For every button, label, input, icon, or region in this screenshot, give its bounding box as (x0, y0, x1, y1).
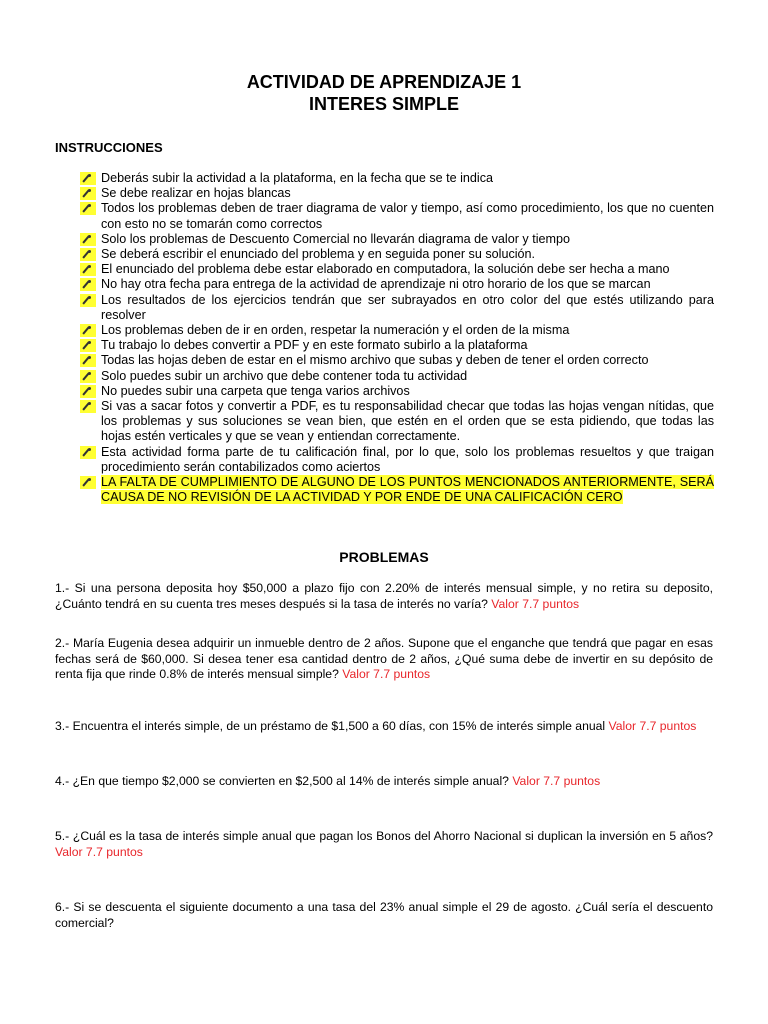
instruction-item (80, 353, 714, 368)
problem-text: 6.- Si se descuenta el siguiente documento a una tasa del 23% anual simple el 29 de agosto. ¿Cuál sería el descuento comercial? (55, 900, 713, 930)
document-title: ACTIVIDAD DE APRENDIZAJE 1 (246, 72, 522, 92)
problem-text: 5.- ¿Cuál es la tasa de interés simple anual que pagan los Bonos del Ahorro Nacional si duplican la inversión en 5 años? (55, 829, 713, 843)
pin-icon (80, 385, 96, 398)
instruction-text: Deberás subir la actividad a la plataforma, en la fecha que se te indica (101, 171, 494, 185)
instructions-list (80, 171, 714, 505)
pin-icon (80, 324, 96, 337)
instruction-text: Solo los problemas de Descuento Comercial no llevarán diagrama de valor y tiempo (101, 231, 571, 246)
problem-4 (55, 774, 713, 790)
pin-icon (80, 354, 96, 367)
instruction-item-warning (80, 475, 714, 505)
problem-3 (55, 719, 713, 735)
instruction-text: No puedes subir una carpeta que tenga varios archivos (101, 383, 410, 398)
pin-icon (80, 446, 96, 459)
problem-value: Valor 7.7 puntos (491, 596, 580, 611)
pin-icon (80, 278, 96, 291)
document-subtitle: INTERES SIMPLE (308, 94, 460, 114)
pin-icon (80, 400, 96, 413)
problem-value: Valor 7.7 puntos (608, 719, 697, 733)
instruction-item (80, 262, 714, 277)
problem-1 (55, 581, 713, 612)
instruction-text: Todas las hojas deben de estar en el mismo archivo que subas y deben de tener el orden correcto (101, 353, 649, 368)
instruction-text: No hay otra fecha para entrega de la actividad de aprendizaje ni otro horario de los que se marcan (101, 277, 651, 292)
instruction-item (80, 201, 714, 231)
instruction-item (80, 445, 714, 475)
instruction-item (80, 369, 714, 384)
pin-icon (80, 339, 96, 352)
problem-text: 3.- Encuentra el interés simple, de un préstamo de $1,500 a 60 días, con 15% de interés simple anual (55, 719, 606, 733)
problem-value: Valor 7.7 puntos (512, 774, 601, 788)
pin-icon (80, 263, 96, 276)
problem-text: 4.- ¿En que tiempo $2,000 se convierten en $2,500 al 14% de interés simple anual? (55, 774, 509, 788)
instructions-heading: INSTRUCCIONES (55, 140, 163, 155)
problem-text: 1.- Si una persona deposita hoy $50,000 a plazo fijo con 2.20% de interés mensual simple, y no retira su deposito, ¿Cuánto tendrá en su cuenta tres meses después si la tasa de interés no varía? (55, 581, 713, 611)
instruction-item (80, 186, 714, 201)
instruction-item (80, 323, 714, 338)
problem-value: Valor 7.7 puntos (342, 667, 431, 681)
warning-text: LA FALTA DE CUMPLIMIENTO DE ALGUNO DE LOS PUNTOS MENCIONADOS ANTERIORMENTE, SERÁ CAUSA DE NO REVISIÓN DE LA ACTIVIDAD Y POR ENDE DE UNA CALIFICACIÓN CERO (101, 475, 714, 505)
problem-value: Valor 7.7 puntos (55, 844, 143, 859)
instruction-text: Todos los problemas deben de traer diagrama de valor y tiempo, así como procedimiento, los que no cuenten con esto no se tomarán como correctos (101, 201, 714, 231)
instruction-text: Se debe realizar en hojas blancas (101, 186, 291, 201)
instruction-text: Solo puedes subir un archivo que debe contener toda tu actividad (101, 368, 468, 383)
instruction-text: Si vas a sacar fotos y convertir a PDF, es tu responsabilidad checar que todas las hojas vengan nítidas, que los problemas y sus soluciones se vean bien, que estén en el orden que se esta pidiendo, que todas las hojas estén verticales y que se vean y entiendan correctamente. (101, 399, 714, 444)
instruction-item (80, 399, 714, 445)
pin-icon (80, 248, 96, 261)
pin-icon (80, 187, 96, 200)
instruction-item (80, 247, 714, 262)
pin-icon (80, 294, 96, 307)
pin-icon (80, 476, 96, 489)
instruction-text: Los resultados de los ejercicios tendrán que ser subrayados en otro color del que estés utilizando para resolver (101, 292, 714, 322)
instruction-item (80, 232, 714, 247)
instruction-item (80, 384, 714, 399)
instruction-item (80, 171, 714, 186)
instruction-item (80, 277, 714, 292)
pin-icon (80, 202, 96, 215)
problem-text: 2.- María Eugenia desea adquirir un inmueble dentro de 2 años. Supone que el enganche que tendrá que pagar en esas fechas será de $60,000. Si desea tener esa cantidad dentro de 2 años, ¿Qué suma debe de invertir en su depósito de renta fija que rinde 0.8% de interés mensual simple? (55, 636, 713, 681)
instruction-item (80, 338, 714, 353)
instruction-text: El enunciado del problema debe estar elaborado en computadora, la solución debe ser hecha a mano (101, 262, 670, 277)
instruction-item (80, 293, 714, 323)
instruction-text: Esta actividad forma parte de tu calificación final, por lo que, solo los problemas resueltos y que traigan procedimiento serán contabilizados como aciertos (101, 444, 714, 474)
problems-heading: PROBLEMAS (339, 549, 429, 565)
pin-icon (80, 233, 96, 246)
problem-2 (55, 636, 713, 683)
instruction-text: Los problemas deben de ir en orden, respetar la numeración y el orden de la misma (101, 323, 570, 338)
problem-6 (55, 900, 713, 931)
instruction-text: Tu trabajo lo debes convertir a PDF y en este formato subirlo a la plataforma (101, 338, 528, 353)
pin-icon (80, 370, 96, 383)
pin-icon (80, 172, 96, 185)
instruction-text: Se deberá escribir el enunciado del problema y en seguida poner su solución. (101, 247, 536, 262)
problem-5 (55, 829, 713, 860)
